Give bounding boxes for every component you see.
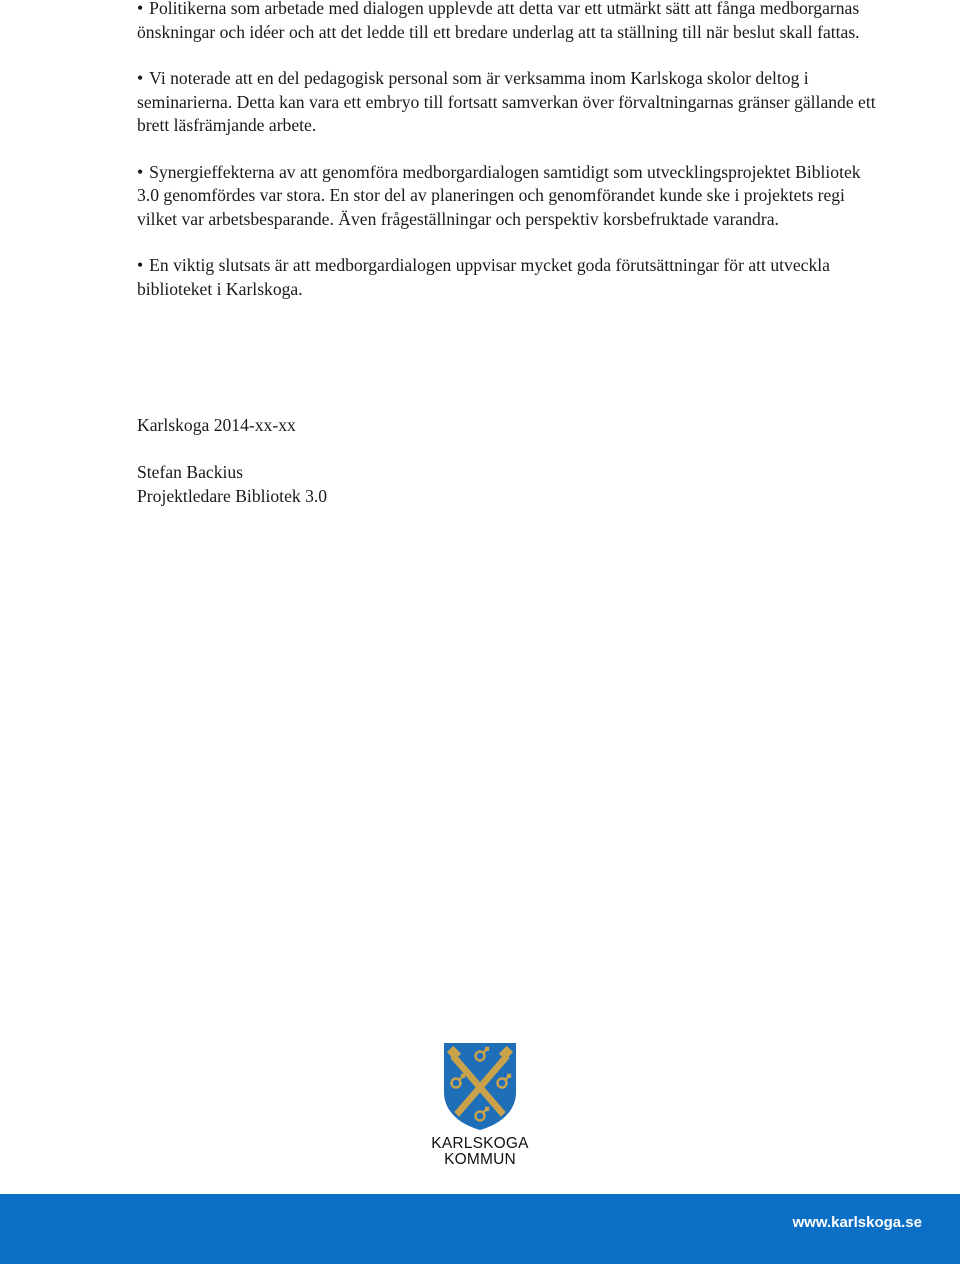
karlskoga-kommun-logo (420, 1040, 540, 1168)
bullet-marker: • (137, 68, 144, 88)
body-text (137, 0, 877, 324)
bullet-item (137, 254, 877, 301)
bullet-item (137, 161, 877, 232)
bullet-text: Politikerna som arbetade med dialogen upplevde att detta var ett utmärkt sätt att fånga medborgarnas önskningar och idéer och att det ledde till ett bredare underlag att ta ställning till när beslut skall fattas. (137, 0, 860, 42)
signature-block (137, 461, 327, 508)
footer-bar (0, 1194, 960, 1264)
signer-role: Projektledare Bibliotek 3.0 (137, 485, 328, 506)
coat-of-arms-icon (420, 1040, 540, 1132)
bullet-marker: • (137, 255, 144, 275)
place-date: Karlskoga 2014-xx-xx (137, 415, 296, 435)
bullet-text: Synergieffekterna av att genomföra medborgardialogen samtidigt som utvecklingsprojektet Bibliotek 3.0 genomfördes var stora. En stor del av planeringen och genomförandet kunde ske i projektets regi vilket var arbetsbesparande. Även frågeställningar och perspektiv korsbefruktade varandra. (137, 161, 861, 229)
logo-line-2: KOMMUN (444, 1151, 516, 1168)
bullet-marker: • (137, 161, 144, 182)
logo-line-1: KARLSKOGA (431, 1135, 529, 1152)
bullet-marker: • (137, 0, 144, 18)
footer-website-link[interactable]: www.karlskoga.se (792, 1214, 922, 1231)
bullet-item (137, 0, 877, 44)
logo-text (420, 1136, 540, 1168)
bullet-item (137, 67, 877, 138)
bullet-text: En viktig slutsats är att medborgardialogen uppvisar mycket goda förutsättningar för att utveckla biblioteket i Karlskoga. (137, 255, 830, 299)
signer-name: Stefan Backius (137, 462, 244, 482)
bullet-text: Vi noterade att en del pedagogisk personal som är verksamma inom Karlskoga skolor deltog i seminarierna. Detta kan vara ett embryo till fortsatt samverkan över förvaltningarnas gränser gällande ett brett läsfrämjande arbete. (137, 68, 876, 135)
